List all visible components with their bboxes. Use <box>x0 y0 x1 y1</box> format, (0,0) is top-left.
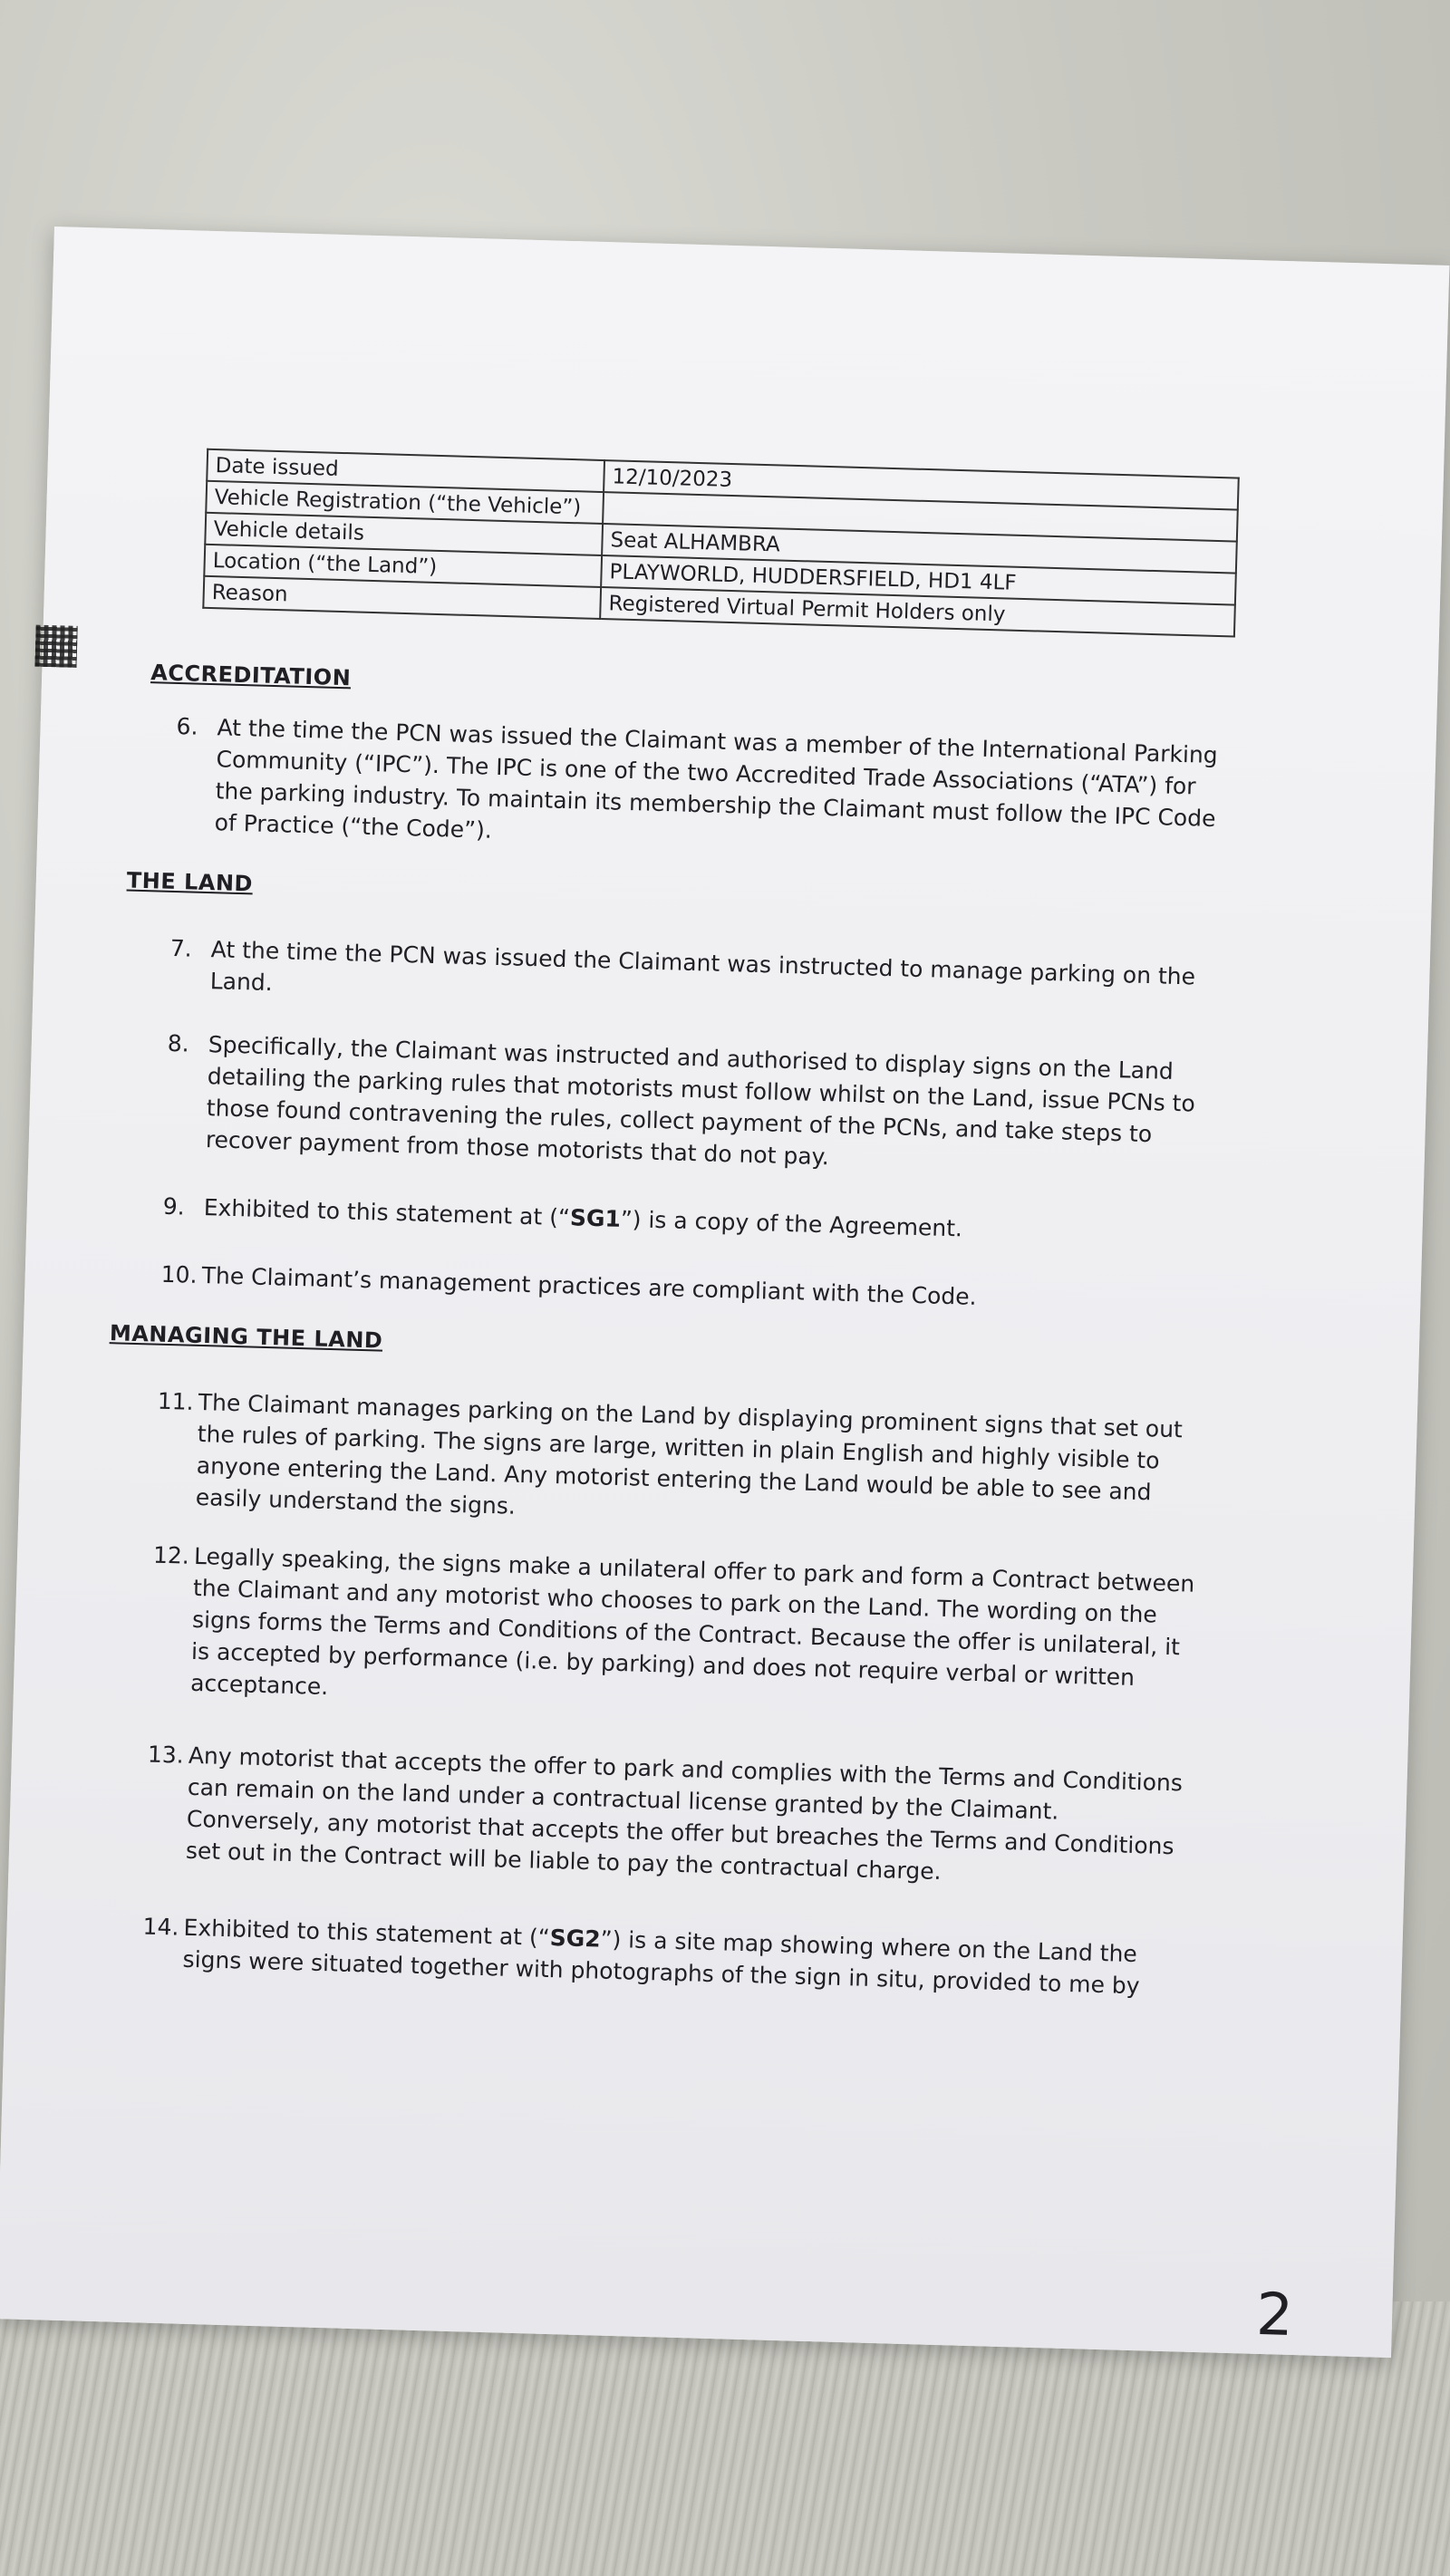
pcn-details-table <box>202 449 1239 638</box>
paragraph-number: 12. <box>152 1541 190 1569</box>
barcode-icon <box>34 625 77 668</box>
table-label: Vehicle Registration (“the Vehicle”) <box>206 481 604 524</box>
paragraph-text: The Claimant’s management practices are compliant with the Code. <box>201 1262 978 1310</box>
text-span: ”) is a copy of the Agreement. <box>620 1205 963 1242</box>
section-heading-the-land: THE LAND <box>126 867 254 897</box>
section-heading-managing-the-land: MANAGING THE LAND <box>109 1320 383 1354</box>
table-label: Date issued <box>207 449 604 492</box>
paragraph-13 <box>145 1739 1199 1895</box>
table-label: Vehicle details <box>205 513 603 555</box>
paragraph-text: The Claimant manages parking on the Land by displaying prominent signs that set out the rules of parking. The signs are large, written in plain English and highly visible to anyone entering the Land. Any motorist entering the Land would be able to see and easily understand the signs. <box>195 1388 1184 1520</box>
text-span: Exhibited to this statement at (“ <box>183 1914 551 1951</box>
table-label: Location (“the Land”) <box>204 545 602 587</box>
paragraph-text: At the time the PCN was issued the Claimant was instructed to manage parking on the Land. <box>209 936 1196 997</box>
paragraph-number: 10. <box>160 1260 198 1288</box>
paragraph-9 <box>162 1191 1214 1251</box>
paragraph-7 <box>169 932 1222 1025</box>
paragraph-11 <box>154 1385 1208 1541</box>
text-span: Exhibited to this statement at (“ <box>203 1194 571 1231</box>
paragraph-12 <box>150 1539 1204 1727</box>
paragraph-text: Any motorist that accepts the offer to park and complies with the Terms and Conditions can remain on the land under a contractual license granted by the Claimant. Conversely, any motorist that accepts the offer but breaches the Terms and Conditions set out in the Contract will be liable to pay the contractual charge. <box>185 1741 1184 1886</box>
paragraph-number: 8. <box>167 1029 190 1057</box>
section-heading-accreditation: ACCREDITATION <box>150 660 352 691</box>
paragraph-number: 6. <box>176 712 198 740</box>
paragraph-6 <box>173 710 1227 866</box>
paragraph-text <box>182 1912 1194 2003</box>
table-value: Registered Virtual Permit Holders only <box>600 587 1235 637</box>
paragraph-number: 11. <box>157 1387 195 1415</box>
paragraph-number: 7. <box>169 934 193 962</box>
table-value: PLAYWORLD, HUDDERSFIELD, HD1 4LF <box>601 555 1236 605</box>
page-number: 2 <box>1255 2281 1294 2350</box>
paragraph-number: 9. <box>162 1192 186 1220</box>
paragraph-number: 13. <box>147 1741 185 1769</box>
exhibit-ref: SG1 <box>569 1204 622 1232</box>
paragraph-14 <box>141 1910 1194 2002</box>
text-span: ”) is a site map showing where on the Land the signs were situated together with photographs of the sign in situ, provided to me by <box>182 1925 1140 2000</box>
paragraph-10 <box>160 1259 1213 1319</box>
exhibit-ref: SG2 <box>549 1925 602 1953</box>
table-label: Reason <box>203 576 601 619</box>
paragraph-text <box>203 1192 1214 1251</box>
table-value: 12/10/2023 <box>604 460 1239 510</box>
paragraph-8 <box>164 1028 1218 1183</box>
paragraph-text: Legally speaking, the signs make a unilateral offer to park and form a Contract between the Claimant and any motorist who chooses to park on the Land. The wording on the signs forms the Terms and Conditions of the Contract. Because the offer is unilateral, it is accepted by performance (i.e. by parking) and does not require verbal or written acceptance. <box>189 1542 1195 1701</box>
paragraph-number: 14. <box>142 1913 179 1941</box>
table-value: Seat ALHAMBRA <box>602 524 1237 574</box>
paragraph-text: Specifically, the Claimant was instructed and authorised to display signs on the Land detailing the parking rules that motorists must follow whilst on the Land, issue PCNs to those found contravening the rules, collect payment of the PCNs, and take steps to recover payment from those motorists that do not pay. <box>205 1031 1196 1171</box>
document-page <box>0 227 1449 2358</box>
paragraph-text: At the time the PCN was issued the Claimant was a member of the International Parking Community (“IPC”). The IPC is one of the two Accredited Trade Associations (“ATA”) for the parking industry. To maintain its membership the Claimant must follow the IPC Code of Practice (“the Code”). <box>214 714 1219 844</box>
